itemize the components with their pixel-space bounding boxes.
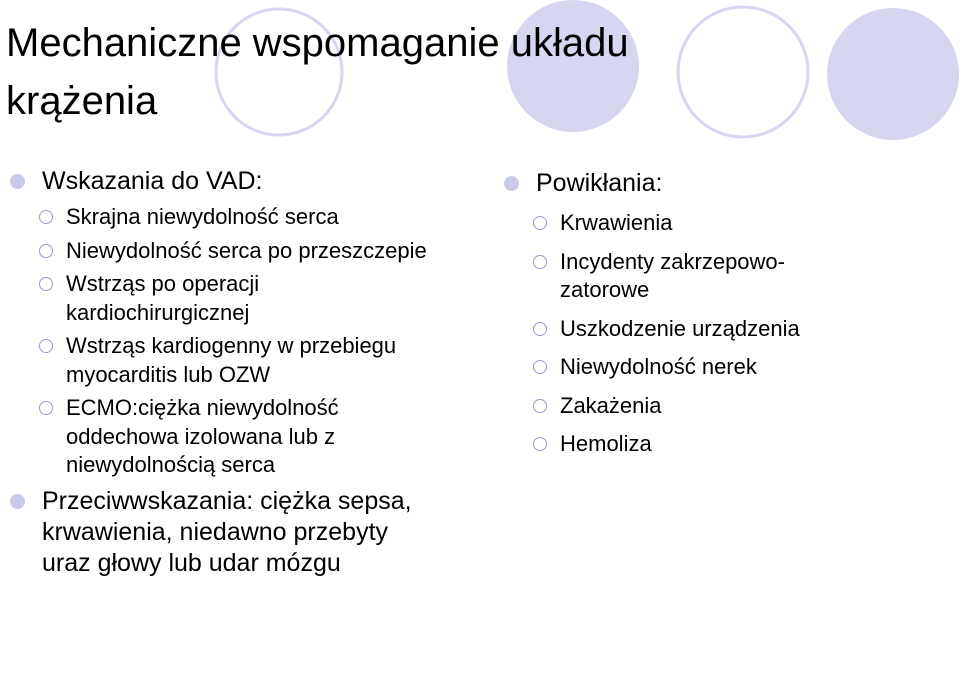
indication-item: Wstrząs po operacji kardiochirurgicznej: [6, 270, 446, 327]
indication-item: Wstrząs kardiogenny w przebiegu myocarditis lub OZW: [6, 332, 446, 389]
complications-heading: Powikłania:: [500, 168, 920, 199]
complication-item: Hemoliza: [500, 430, 920, 459]
complication-item: Zakażenia: [500, 392, 920, 421]
right-column: [500, 168, 920, 459]
left-column: [6, 166, 446, 579]
deco-circle-4: [827, 8, 959, 140]
indication-item: ECMO:ciężka niewydolność oddechowa izolowana lub z niewydolnością serca: [6, 394, 446, 480]
complication-item: Krwawienia: [500, 209, 920, 238]
complication-item: Uszkodzenie urządzenia: [500, 315, 920, 344]
complication-item: Niewydolność nerek: [500, 353, 920, 382]
indication-item: Skrajna niewydolność serca: [6, 203, 446, 232]
complication-item: Incydenty zakrzepowo-zatorowe: [500, 248, 820, 305]
indications-heading: Wskazania do VAD:: [6, 166, 446, 197]
indication-item: Niewydolność serca po przeszczepie: [6, 237, 446, 266]
page-title: Mechaniczne wspomaganie układu krążenia: [6, 21, 629, 123]
contraindications-item: Przeciwwskazania: ciężka sepsa, krwawienia, niedawno przebyty uraz głowy lub udar mózgu: [6, 486, 442, 579]
